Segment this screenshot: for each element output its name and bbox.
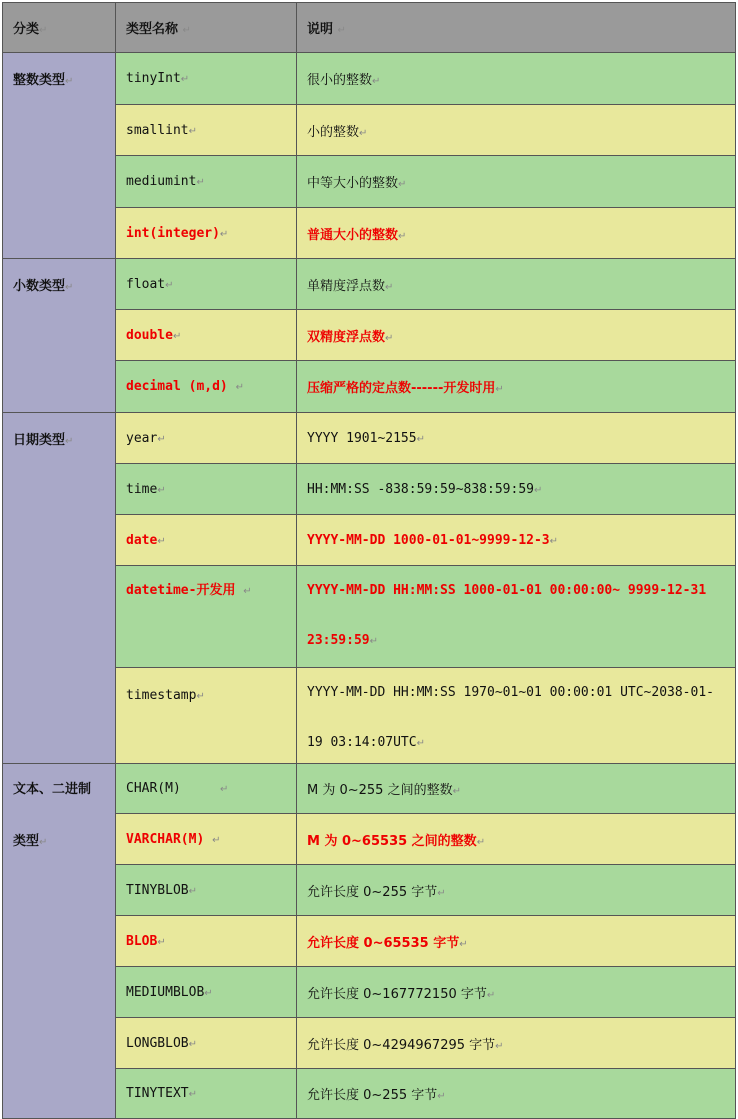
type-name: mediumint↵ [116, 156, 297, 208]
type-description: 允许长度 0~4294967295 字节↵ [297, 1018, 736, 1069]
type-name: TINYBLOB↵ [116, 865, 297, 916]
type-description: 允许长度 0~255 字节↵ [297, 1069, 736, 1119]
type-name: VARCHAR(M) ↵ [116, 814, 297, 865]
table-row [3, 413, 736, 464]
type-description: 普通大小的整数↵ [297, 208, 736, 259]
type-description: 允许长度 0~65535 字节↵ [297, 916, 736, 967]
header-description: 说明 ↵ [297, 3, 736, 53]
type-description: 中等大小的整数↵ [297, 156, 736, 208]
type-name: tinyInt↵ [116, 53, 297, 105]
table-row [3, 259, 736, 310]
type-name: date↵ [116, 515, 297, 566]
type-description: HH:MM:SS -838:59:59~838:59:59↵ [297, 464, 736, 515]
type-name: time↵ [116, 464, 297, 515]
table-row [3, 764, 736, 814]
type-name: LONGBLOB↵ [116, 1018, 297, 1069]
type-name: float↵ [116, 259, 297, 310]
table-row [3, 53, 736, 105]
type-name: decimal (m,d) ↵ [116, 361, 297, 413]
type-description: 单精度浮点数↵ [297, 259, 736, 310]
type-description: 允许长度 0~255 字节↵ [297, 865, 736, 916]
type-description: YYYY-MM-DD HH:MM:SS 1000-01-01 00:00:00~ 9999-12-31 23:59:59↵ [297, 566, 736, 668]
type-description: 压缩严格的定点数------开发时用↵ [297, 361, 736, 413]
type-name: BLOB↵ [116, 916, 297, 967]
table-header-row [3, 3, 736, 53]
type-name: smallint↵ [116, 105, 297, 156]
type-description: 允许长度 0~167772150 字节↵ [297, 967, 736, 1018]
type-description: M 为 0~255 之间的整数↵ [297, 764, 736, 814]
type-name: MEDIUMBLOB↵ [116, 967, 297, 1018]
header-category: 分类↵ [3, 3, 116, 53]
type-description: 小的整数↵ [297, 105, 736, 156]
type-name: datetime-开发用 ↵ [116, 566, 297, 668]
type-name: double↵ [116, 310, 297, 361]
type-description: M 为 0~65535 之间的整数↵ [297, 814, 736, 865]
type-description: 双精度浮点数↵ [297, 310, 736, 361]
type-name: int(integer)↵ [116, 208, 297, 259]
type-name: year↵ [116, 413, 297, 464]
type-description: YYYY 1901~2155↵ [297, 413, 736, 464]
data-types-table [2, 2, 736, 770]
category-date: 日期类型↵ [3, 413, 116, 770]
header-type-name: 类型名称 ↵ [116, 3, 297, 53]
category-text-binary: 文本、二进制 类型↵ [3, 764, 116, 1119]
category-decimal: 小数类型↵ [3, 259, 116, 413]
type-description: 很小的整数↵ [297, 53, 736, 105]
binary-types-table [2, 763, 736, 1119]
type-description: YYYY-MM-DD 1000-01-01~9999-12-3↵ [297, 515, 736, 566]
category-integer: 整数类型↵ [3, 53, 116, 259]
type-name: CHAR(M) ↵ [116, 764, 297, 814]
type-name: timestamp↵ [116, 668, 297, 770]
type-name: TINYTEXT↵ [116, 1069, 297, 1119]
type-description: YYYY-MM-DD HH:MM:SS 1970~01~01 00:00:01 UTC~2038-01-19 03:14:07UTC↵ [297, 668, 736, 770]
